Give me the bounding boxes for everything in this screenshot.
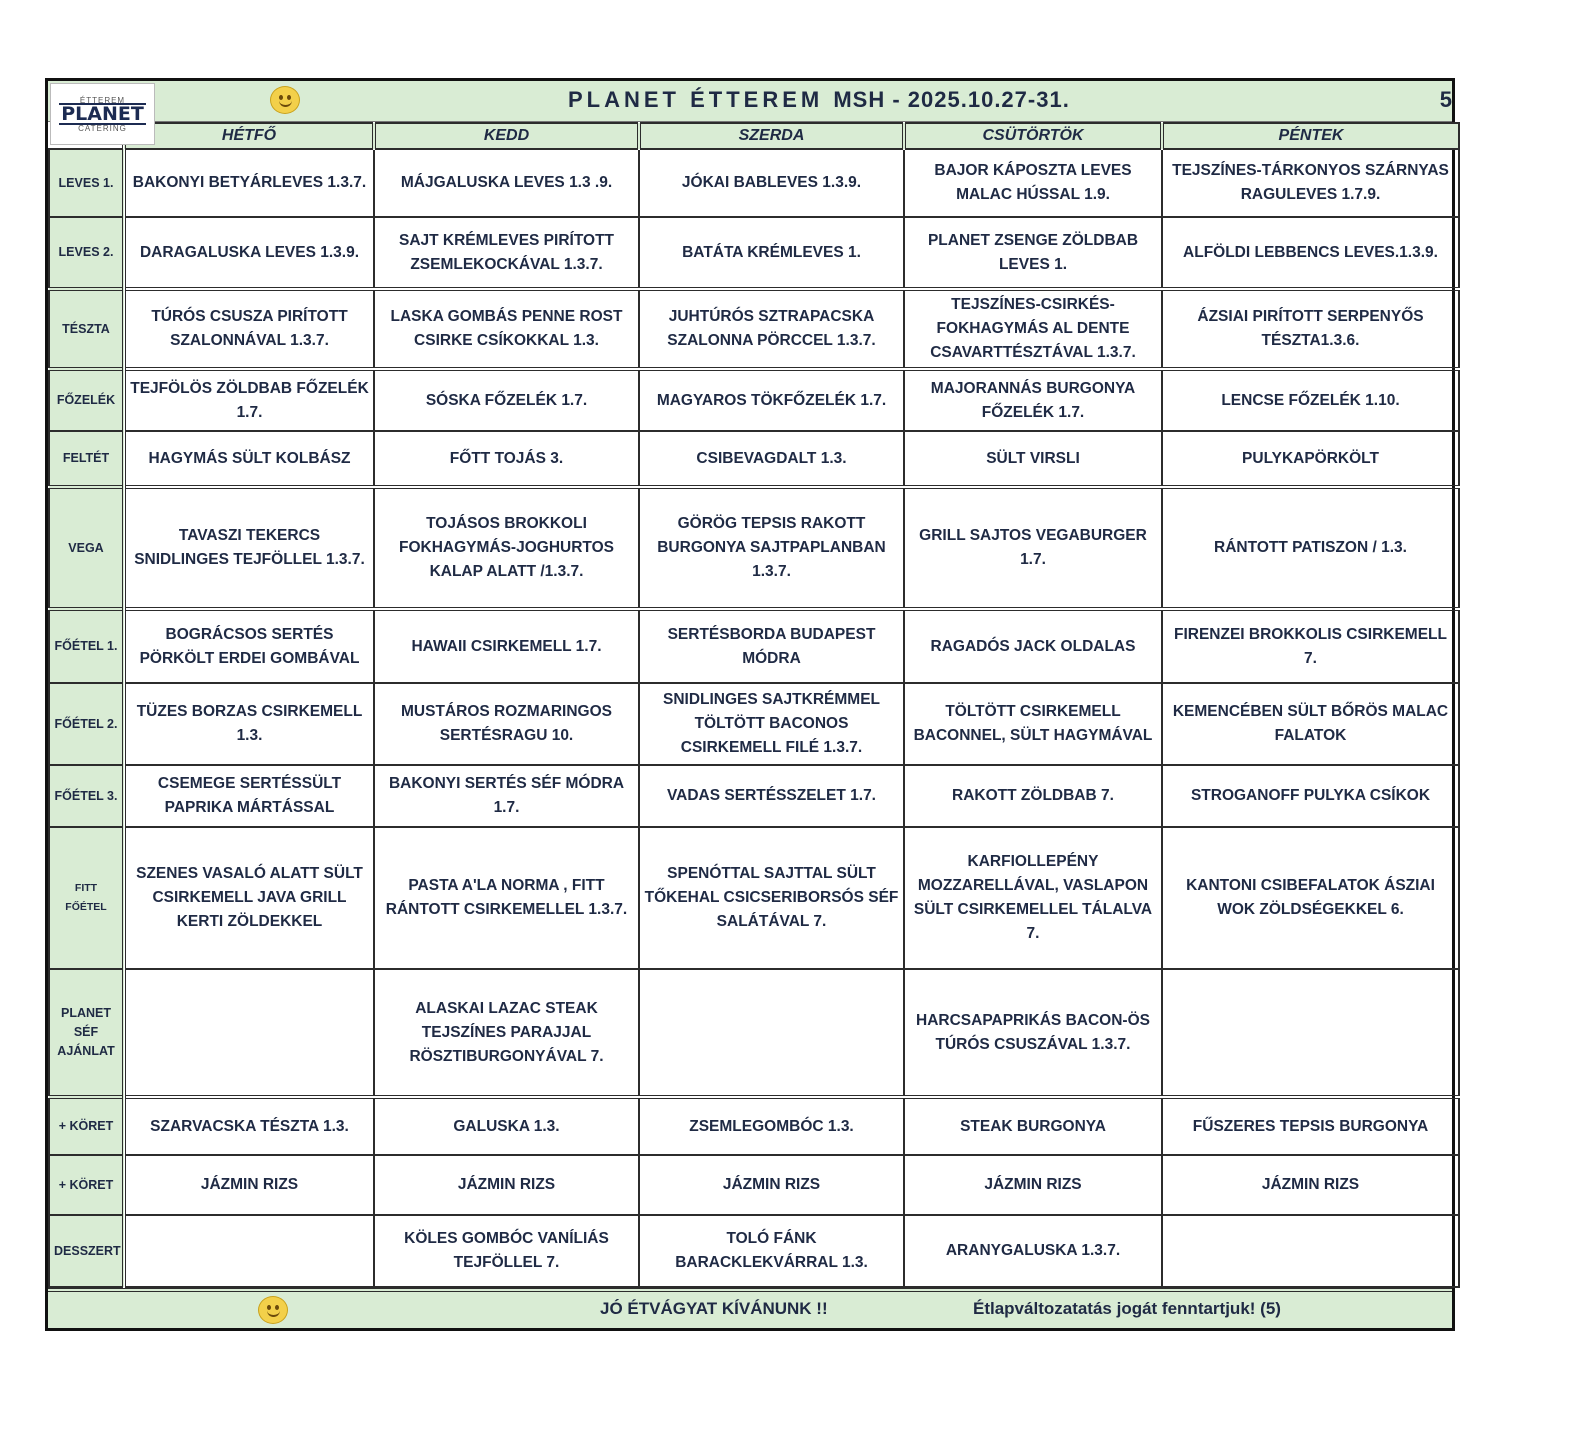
menu-item: SÜLT VIRSLI	[904, 431, 1162, 487]
menu-item: KEMENCÉBEN SÜLT BŐRÖS MALAC FALATOK	[1162, 683, 1459, 765]
menu-item: CSEMEGE SERTÉSSÜLT PAPRIKA MÁRTÁSSAL	[124, 765, 374, 827]
logo-word: PLANET	[61, 102, 144, 125]
menu-item: SAJT KRÉMLEVES PIRÍTOTT ZSEMLEKOCKÁVAL 1.3.7.	[374, 217, 639, 289]
menu-item: HAGYMÁS SÜLT KOLBÁSZ	[124, 431, 374, 487]
menu-item: MÁJGALUSKA LEVES 1.3 .9.	[374, 149, 639, 217]
smiley-icon	[258, 1296, 288, 1324]
menu-item: SPENÓTTAL SAJTTAL SÜLT TŐKEHAL CSICSERIBORSÓS SÉF SALÁTÁVAL 7.	[639, 827, 904, 969]
menu-item: BAJOR KÁPOSZTA LEVES MALAC HÚSSAL 1.9.	[904, 149, 1162, 217]
menu-item: VADAS SERTÉSSZELET 1.7.	[639, 765, 904, 827]
menu-item: HARCSAPAPRIKÁS BACON-ÖS TÚRÓS CSUSZÁVAL 1.3.7.	[904, 969, 1162, 1097]
menu-item: ARANYGALUSKA 1.3.7.	[904, 1215, 1162, 1287]
menu-item	[124, 969, 374, 1097]
menu-item: STROGANOFF PULYKA CSÍKOK	[1162, 765, 1459, 827]
menu-item: GÖRÖG TEPSIS RAKOTT BURGONYA SAJTPAPLANBAN 1.3.7.	[639, 487, 904, 609]
menu-item: ÁZSIAI PIRÍTOTT SERPENYŐS TÉSZTA1.3.6.	[1162, 289, 1459, 369]
menu-item: JUHTÚRÓS SZTRAPACSKA SZALONNA PÖRCCEL 1.3.7.	[639, 289, 904, 369]
row-label: FŐÉTEL 2.	[49, 683, 124, 765]
row-label: + KÖRET	[49, 1155, 124, 1215]
menu-row	[49, 431, 1459, 487]
menu-row	[49, 369, 1459, 431]
menu-row	[49, 1097, 1459, 1155]
menu-item: BOGRÁCSOS SERTÉS PÖRKÖLT ERDEI GOMBÁVAL	[124, 609, 374, 683]
menu-item: MAGYAROS TÖKFŐZELÉK 1.7.	[639, 369, 904, 431]
menu-item: RAGADÓS JACK OLDALAS	[904, 609, 1162, 683]
day-header: CSÜTÖRTÖK	[904, 123, 1162, 149]
title-bar	[48, 81, 1452, 133]
menu-item: TOJÁSOS BROKKOLI FOKHAGYMÁS-JOGHURTOS KALAP ALATT /1.3.7.	[374, 487, 639, 609]
menu-item: JÁZMIN RIZS	[374, 1155, 639, 1215]
days-header-row	[49, 123, 1459, 149]
menu-item: TEJSZÍNES-TÁRKONYOS SZÁRNYAS RAGULEVES 1.7.9.	[1162, 149, 1459, 217]
day-header: PÉNTEK	[1162, 123, 1459, 149]
menu-item	[639, 969, 904, 1097]
weekly-menu	[45, 78, 1455, 1331]
menu-item: TOLÓ FÁNK BARACKLEKVÁRRAL 1.3.	[639, 1215, 904, 1287]
menu-item: FIRENZEI BROKKOLIS CSIRKEMELL 7.	[1162, 609, 1459, 683]
menu-item: BAKONYI SERTÉS SÉF MÓDRA 1.7.	[374, 765, 639, 827]
row-label: LEVES 1.	[49, 149, 124, 217]
menu-item: KARFIOLLEPÉNY MOZZARELLÁVAL, VASLAPON SÜLT CSIRKEMELLEL TÁLALVA 7.	[904, 827, 1162, 969]
menu-item: TÚRÓS CSUSZA PIRÍTOTT SZALONNÁVAL 1.3.7.	[124, 289, 374, 369]
menu-item: TEJSZÍNES-CSIRKÉS-FOKHAGYMÁS AL DENTE CSAVARTTÉSZTÁVAL 1.3.7.	[904, 289, 1162, 369]
row-label: DESSZERT	[49, 1215, 124, 1287]
menu-item: MAJORANNÁS BURGONYA FŐZELÉK 1.7.	[904, 369, 1162, 431]
menu-item: ALFÖLDI LEBBENCS LEVES.1.3.9.	[1162, 217, 1459, 289]
menu-item: PULYKAPÖRKÖLT	[1162, 431, 1459, 487]
menu-item: TÖLTÖTT CSIRKEMELL BACONNEL, SÜLT HAGYMÁVAL	[904, 683, 1162, 765]
menu-row	[49, 217, 1459, 289]
menu-item: JÁZMIN RIZS	[904, 1155, 1162, 1215]
title-main: PLANET ÉTTEREM	[568, 87, 824, 112]
menu-row	[49, 969, 1459, 1097]
menu-row	[49, 289, 1459, 369]
menu-item: TEJFÖLÖS ZÖLDBAB FŐZELÉK 1.7.	[124, 369, 374, 431]
menu-row	[49, 827, 1459, 969]
menu-item: JÁZMIN RIZS	[124, 1155, 374, 1215]
menu-table	[48, 122, 1460, 1288]
row-label: FŐÉTEL 3.	[49, 765, 124, 827]
menu-item: LASKA GOMBÁS PENNE ROST CSIRKE CSÍKOKKAL 1.3.	[374, 289, 639, 369]
planet-catering-logo	[50, 83, 155, 145]
menu-item: STEAK BURGONYA	[904, 1097, 1162, 1155]
menu-item: PASTA A'LA NORMA , FITT RÁNTOTT CSIRKEMELLEL 1.3.7.	[374, 827, 639, 969]
menu-item: FŐTT TOJÁS 3.	[374, 431, 639, 487]
menu-item: JÁZMIN RIZS	[1162, 1155, 1459, 1215]
row-label: FITT FŐÉTEL	[49, 827, 124, 969]
menu-item: KÖLES GOMBÓC VANÍLIÁS TEJFÖLLEL 7.	[374, 1215, 639, 1287]
menu-item: KANTONI CSIBEFALATOK ÁSZIAI WOK ZÖLDSÉGEKKEL 6.	[1162, 827, 1459, 969]
footer-bar	[48, 1288, 1452, 1328]
menu-item	[1162, 969, 1459, 1097]
menu-row	[49, 765, 1459, 827]
row-label: VEGA	[49, 487, 124, 609]
logo-arc-bottom: CATERING	[78, 123, 127, 133]
menu-row	[49, 683, 1459, 765]
page-title	[568, 87, 1070, 113]
menu-item: BAKONYI BETYÁRLEVES 1.3.7.	[124, 149, 374, 217]
footer-greeting: JÓ ÉTVÁGYAT KÍVÁNUNK !!	[600, 1299, 828, 1318]
menu-item	[124, 1215, 374, 1287]
menu-row	[49, 487, 1459, 609]
menu-item: SZENES VASALÓ ALATT SÜLT CSIRKEMELL JAVA GRILL KERTI ZÖLDEKKEL	[124, 827, 374, 969]
menu-item: SERTÉSBORDA BUDAPEST MÓDRA	[639, 609, 904, 683]
day-header: KEDD	[374, 123, 639, 149]
menu-item: DARAGALUSKA LEVES 1.3.9.	[124, 217, 374, 289]
row-label: FŐÉTEL 1.	[49, 609, 124, 683]
menu-item: ALASKAI LAZAC STEAK TEJSZÍNES PARAJJAL RÖSZTIBURGONYÁVAL 7.	[374, 969, 639, 1097]
footer-disclaimer: Étlapváltozatatás jogát fenntartjuk! (5)	[973, 1299, 1281, 1318]
row-label: FŐZELÉK	[49, 369, 124, 431]
smiley-icon	[270, 86, 300, 114]
menu-item: JÁZMIN RIZS	[639, 1155, 904, 1215]
menu-item: CSIBEVAGDALT 1.3.	[639, 431, 904, 487]
menu-item: TAVASZI TEKERCS SNIDLINGES TEJFÖLLEL 1.3.7.	[124, 487, 374, 609]
menu-row	[49, 609, 1459, 683]
day-header: HÉTFŐ	[124, 123, 374, 149]
title-rest: MSH - 2025.10.27-31.	[833, 87, 1070, 112]
row-label: LEVES 2.	[49, 217, 124, 289]
menu-item: SZARVACSKA TÉSZTA 1.3.	[124, 1097, 374, 1155]
menu-item: SNIDLINGES SAJTKRÉMMEL TÖLTÖTT BACONOS CSIRKEMELL FILÉ 1.3.7.	[639, 683, 904, 765]
menu-item: HAWAII CSIRKEMELL 1.7.	[374, 609, 639, 683]
menu-row	[49, 149, 1459, 217]
row-label: FELTÉT	[49, 431, 124, 487]
menu-item: BATÁTA KRÉMLEVES 1.	[639, 217, 904, 289]
row-label: + KÖRET	[49, 1097, 124, 1155]
logo-arc-top: ÉTTEREM	[79, 95, 126, 105]
menu-row	[49, 1215, 1459, 1287]
menu-item	[1162, 1215, 1459, 1287]
row-label: TÉSZTA	[49, 289, 124, 369]
menu-item: RAKOTT ZÖLDBAB 7.	[904, 765, 1162, 827]
menu-item: MUSTÁROS ROZMARINGOS SERTÉSRAGU 10.	[374, 683, 639, 765]
page-number: 5	[1439, 87, 1452, 112]
day-header: SZERDA	[639, 123, 904, 149]
menu-item: SÓSKA FŐZELÉK 1.7.	[374, 369, 639, 431]
menu-item: PLANET ZSENGE ZÖLDBAB LEVES 1.	[904, 217, 1162, 289]
menu-item: FŰSZERES TEPSIS BURGONYA	[1162, 1097, 1459, 1155]
menu-row	[49, 1155, 1459, 1215]
menu-item: ZSEMLEGOMBÓC 1.3.	[639, 1097, 904, 1155]
menu-item: LENCSE FŐZELÉK 1.10.	[1162, 369, 1459, 431]
menu-item: GRILL SAJTOS VEGABURGER 1.7.	[904, 487, 1162, 609]
menu-item: GALUSKA 1.3.	[374, 1097, 639, 1155]
menu-item: JÓKAI BABLEVES 1.3.9.	[639, 149, 904, 217]
menu-item: RÁNTOTT PATISZON / 1.3.	[1162, 487, 1459, 609]
menu-body	[49, 149, 1459, 1287]
row-label: PLANET SÉF AJÁNLAT	[49, 969, 124, 1097]
menu-item: TÜZES BORZAS CSIRKEMELL 1.3.	[124, 683, 374, 765]
